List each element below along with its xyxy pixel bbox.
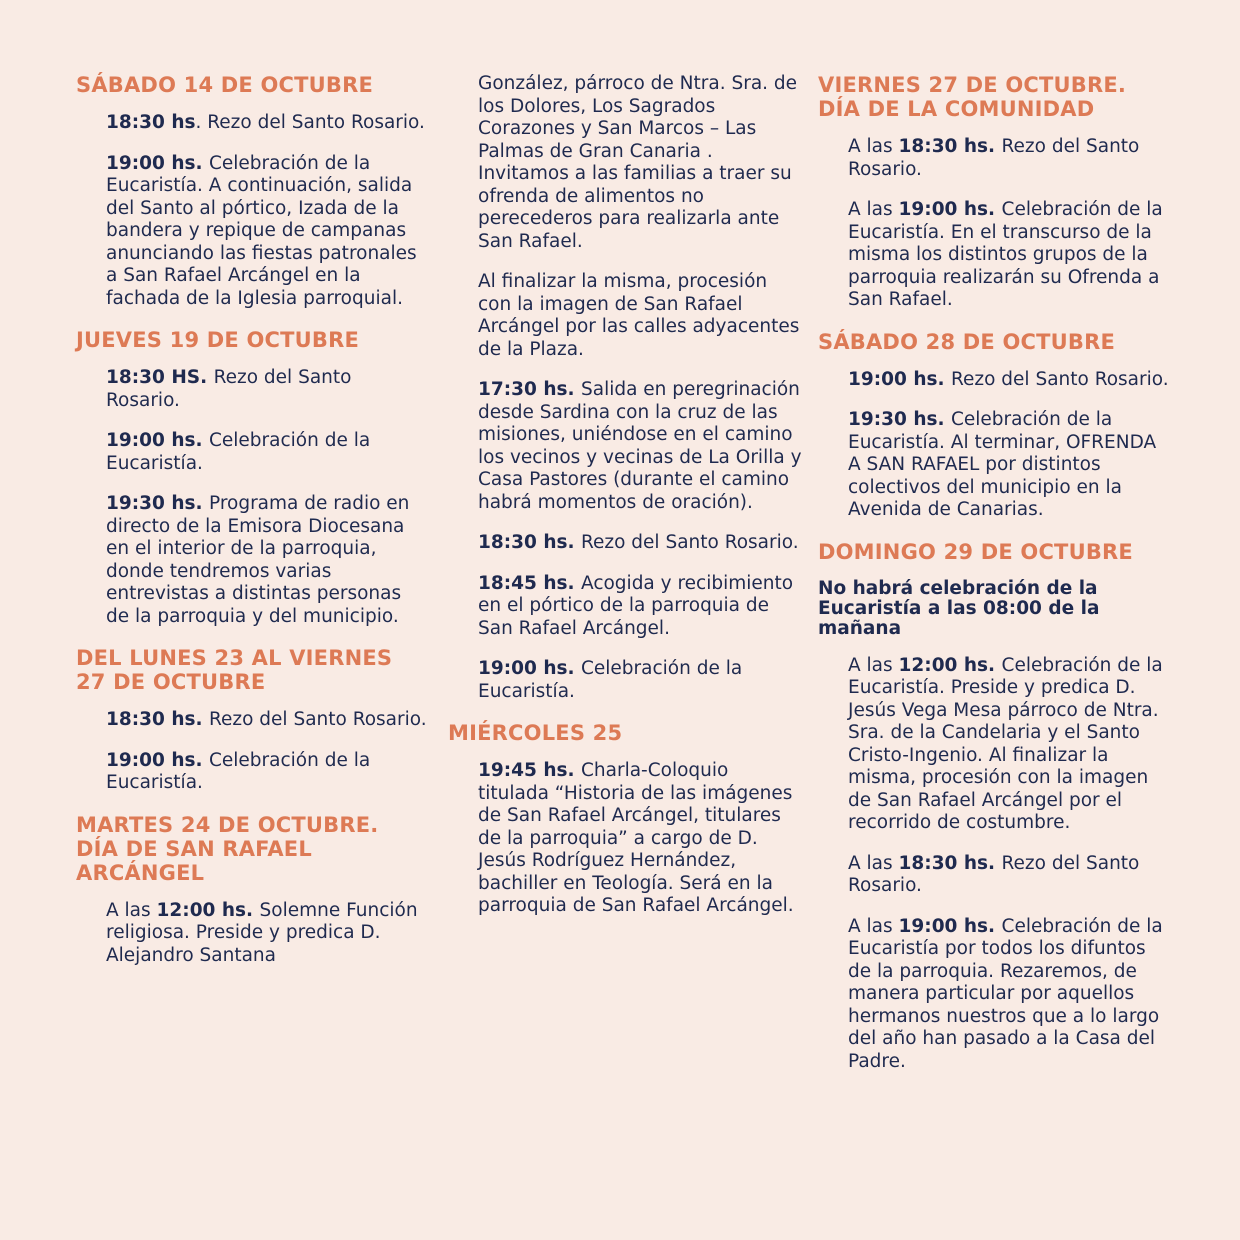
schedule-entry: A las 19:00 hs. Celebración de la Eucaristía por todos los difuntos de la parroquia. Rezaremos, de manera particular por aquellos hermanos nuestros que a lo largo del año han pasado a la Casa del Padre.: [848, 915, 1163, 1072]
continued-text: González, párroco de Ntra. Sra. de los Dolores, Los Sagrados Corazones y San Marcos – Las Palmas de Gran Canaria . Invitamos a las familias a traer su ofrenda de alimentos no perecederos para realizarla ante San Rafael.: [478, 73, 798, 252]
schedule-entry: A las 18:30 hs. Rezo del Santo Rosario.: [848, 136, 1140, 180]
schedule-entry: A las 19:00 hs. Celebración de la Eucaristía. En el transcurso de la misma los distintos grupos de la parroquia realizarán su Ofrenda a San Rafael.: [848, 199, 1163, 310]
column-2: [448, 73, 802, 936]
section-miercoles-25: [448, 721, 802, 918]
schedule-entry: 18:30 HS. Rezo del Santo Rosario.: [106, 367, 352, 411]
section-heading: VIERNES 27 DE OCTUBRE. DÍA DE LA COMUNIDAD: [818, 73, 1127, 121]
schedule-entry: 19:00 hs. Celebración de la Eucaristía.: [478, 658, 743, 702]
section-heading: DOMINGO 29 DE OCTUBRE: [818, 539, 1133, 564]
schedule-entry: 19:30 hs. Celebración de la Eucaristía. Al terminar, OFRENDA A SAN RAFAEL por distintos colectivos del municipio en la Avenida de Canarias.: [848, 409, 1157, 520]
section-heading: DEL LUNES 23 AL VIERNES 27 DE OCTUBRE: [76, 646, 393, 694]
section-heading: SÁBADO 14 DE OCTUBRE: [76, 73, 374, 97]
section-sabado-28: [818, 330, 1170, 522]
schedule-entry: 18:30 hs. Rezo del Santo Rosario.: [478, 532, 799, 553]
schedule-entry: 18:30 hs. Rezo del Santo Rosario.: [106, 112, 425, 133]
schedule-entry: 19:00 hs. Rezo del Santo Rosario.: [848, 368, 1169, 390]
schedule-entry: 19:00 hs. Celebración de la Eucaristía.: [106, 749, 371, 793]
schedule-entry: 18:45 hs. Acogida y recibimiento en el pórtico de la parroquia de San Rafael Arcángel.: [478, 572, 794, 639]
section-domingo-29: [818, 540, 1170, 1074]
section-heading: MARTES 24 DE OCTUBRE. DÍA DE SAN RAFAEL ARCÁNGEL: [76, 812, 379, 885]
section-heading: MIÉRCOLES 25: [448, 721, 623, 745]
schedule-entry: 19:00 hs. Celebración de la Eucaristía.: [106, 430, 371, 474]
section-heading: SÁBADO 28 DE OCTUBRE: [818, 329, 1116, 354]
section-viernes-27: [818, 73, 1170, 312]
section-martes-24: [76, 813, 428, 968]
schedule-entry: A las 18:30 hs. Rezo del Santo Rosario.: [848, 852, 1140, 896]
schedule-entry: 19:30 hs. Programa de radio en directo de la Emisora Diocesana en el interior de la parroquia, donde tendremos varias entrevistas a distintas personas de la parroquia y del municipio.: [106, 493, 410, 627]
schedule-entry: A las 12:00 hs. Celebración de la Eucaristía. Preside y predica D. Jesús Vega Mesa párroco de Ntra. Sra. de la Candelaria y el Santo Cristo-Ingenio. Al finalizar la misma, procesión con la imagen de San Rafael Arcángel por el recorrido de costumbre.: [848, 654, 1163, 833]
section-jueves-19: [76, 328, 428, 628]
column-1: [76, 73, 428, 985]
section-lunes-23-viernes-27: [76, 646, 428, 795]
notice-text: No habrá celebración de la Eucaristía a las 08:00 de la mañana: [818, 577, 1100, 639]
schedule-entry: 19:00 hs. Celebración de la Eucaristía. A continuación, salida del Santo al pórtico, Izada de la bandera y repique de campanas anunciando las fiestas patronales a San Rafael Arcángel en la fachada de la Iglesia parroquial.: [106, 152, 417, 309]
schedule-entry: A las 12:00 hs. Solemne Función religiosa. Preside y predica D. Alejandro Santana: [106, 899, 418, 966]
column-3: [818, 73, 1170, 1091]
section-sabado-14: [76, 73, 428, 310]
schedule-entry: 17:30 hs. Salida en peregrinación desde Sardina con la cruz de las misiones, uniéndose en el camino los vecinos y vecinas de La Orilla y Casa Pastores (durante el camino habrá momentos de oración).: [478, 379, 802, 513]
schedule-entry: 18:30 hs. Rezo del Santo Rosario.: [106, 709, 427, 730]
schedule-entry: 19:45 hs. Charla-Coloquio titulada “Historia de las imágenes de San Rafael Arcángel, titulares de la parroquia” a cargo de D. Jesús Rodríguez Hernández, bachiller en Teología. Será en la parroquia de San Rafael Arcángel.: [478, 760, 794, 916]
section-heading: JUEVES 19 DE OCTUBRE: [76, 328, 360, 352]
schedule-entry: Al finalizar la misma, procesión con la imagen de San Rafael Arcángel por las calles adyacentes de la Plaza.: [478, 271, 800, 360]
